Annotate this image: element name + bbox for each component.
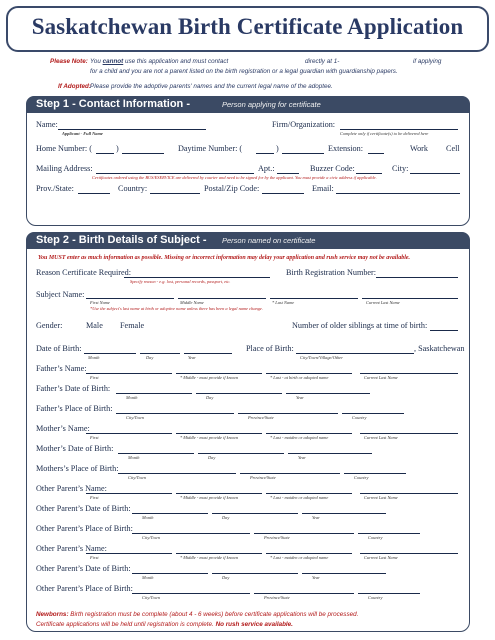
parent-row-caption: Current Last Name bbox=[364, 435, 398, 440]
parent-row-field[interactable] bbox=[116, 413, 234, 414]
parent-row-caption: * Last - maiden or adopted name bbox=[270, 555, 329, 560]
subject-note: *Use the subject's last name at birth or adoptive name unless there has been a legal name change. bbox=[90, 306, 263, 311]
parent-row-field[interactable] bbox=[118, 453, 194, 454]
parent-row-field[interactable] bbox=[86, 493, 172, 494]
parent-row-caption: * Last - at birth or adopted name bbox=[270, 375, 329, 380]
parent-row-caption: Day bbox=[222, 515, 230, 520]
regnum-label: Birth Registration Number: bbox=[286, 268, 377, 277]
postal-label: Postal/Zip Code: bbox=[204, 184, 260, 193]
dob-year-field[interactable] bbox=[184, 353, 232, 354]
parent-row-caption: Month bbox=[142, 515, 154, 520]
daytime-label: Daytime Number: ( bbox=[178, 144, 243, 153]
parent-row-label: Mother’s Date of Birth: bbox=[36, 444, 114, 453]
extension-field[interactable] bbox=[368, 153, 384, 154]
parent-row-label: Mothers’s Place of Birth: bbox=[36, 464, 119, 473]
firm-label: Firm/Organization: bbox=[272, 120, 336, 129]
parent-row-caption: * Middle - must provide if known bbox=[180, 435, 239, 440]
regnum-field[interactable] bbox=[376, 277, 458, 278]
postal-field[interactable] bbox=[262, 193, 304, 194]
parent-row-caption: Day bbox=[208, 455, 216, 460]
siblings-field[interactable] bbox=[430, 330, 458, 331]
footer-line-2 bbox=[36, 621, 293, 628]
must-note: You MUST enter as much information as possible. Missing or incorrect information may delay your application and rush service may not be available. bbox=[38, 255, 411, 261]
please-note-text bbox=[90, 58, 228, 65]
parent-row-field[interactable] bbox=[132, 573, 208, 574]
parent-row-caption: Province/State bbox=[264, 595, 290, 600]
subject-current-field[interactable] bbox=[362, 298, 458, 299]
apt-field[interactable] bbox=[277, 173, 299, 174]
home-paren: ) bbox=[116, 144, 119, 153]
note-cannot: cannot bbox=[102, 58, 124, 65]
city-field[interactable] bbox=[410, 173, 460, 174]
parent-row-field[interactable] bbox=[342, 413, 404, 414]
parent-row-caption: Day bbox=[206, 395, 214, 400]
step1-header bbox=[26, 96, 470, 113]
parent-row-field[interactable] bbox=[302, 513, 386, 514]
buzzer-field[interactable] bbox=[356, 173, 382, 174]
subject-last-field[interactable] bbox=[270, 298, 358, 299]
please-note-label: Please Note: bbox=[50, 58, 88, 65]
daytime-area-field[interactable] bbox=[256, 153, 274, 154]
pob-suffix: , Saskatchewan bbox=[414, 344, 465, 353]
subject-middle-caption: Middle Name bbox=[180, 300, 204, 305]
parent-row-caption: City/Town bbox=[128, 475, 146, 480]
subject-current-caption: Current Last Name bbox=[366, 300, 400, 305]
parent-row-field[interactable] bbox=[360, 553, 458, 554]
pob-caption: City/Town/Village/Other bbox=[300, 355, 343, 360]
subject-first-field[interactable] bbox=[86, 298, 174, 299]
parent-row-caption: Country bbox=[368, 595, 383, 600]
pob-field[interactable] bbox=[296, 353, 414, 354]
parent-row-field[interactable] bbox=[212, 513, 298, 514]
step2-title: Step 2 - Birth Details of Subject - bbox=[36, 234, 207, 246]
parent-row-caption: * Middle - must provide if known bbox=[180, 375, 239, 380]
dob-label: Date of Birth: bbox=[36, 344, 82, 353]
parent-row-caption: Country bbox=[352, 415, 367, 420]
parent-row-caption: Country bbox=[354, 475, 369, 480]
parent-row-caption: City/Town bbox=[142, 595, 160, 600]
parent-row-caption: Year bbox=[298, 455, 306, 460]
parent-row-field[interactable] bbox=[360, 493, 458, 494]
parent-row-caption: Year bbox=[312, 515, 320, 520]
parent-row-field[interactable] bbox=[86, 373, 172, 374]
parent-row-caption: City/Town bbox=[126, 415, 144, 420]
prov-label: Prov./State: bbox=[36, 184, 74, 193]
step1-subtitle: Person applying for certificate bbox=[222, 100, 321, 109]
parent-row-field[interactable] bbox=[360, 373, 458, 374]
parent-row-field[interactable] bbox=[286, 393, 370, 394]
step1-title: Step 1 - Contact Information - bbox=[36, 98, 190, 110]
parent-row-field[interactable] bbox=[176, 493, 262, 494]
firm-field[interactable] bbox=[340, 129, 458, 130]
if-adopted-label: If Adopted: bbox=[58, 83, 91, 90]
subject-last-caption: * Last Name bbox=[272, 300, 295, 305]
parent-row-field[interactable] bbox=[288, 453, 372, 454]
reason-caption: Specify reason - e.g. lost, personal records, passport, etc. bbox=[130, 279, 231, 284]
parent-row-field[interactable] bbox=[302, 573, 386, 574]
country-label: Country: bbox=[118, 184, 148, 193]
pob-label: Place of Birth: bbox=[246, 344, 294, 353]
reason-field[interactable] bbox=[124, 277, 270, 278]
parent-row-field[interactable] bbox=[212, 573, 298, 574]
parent-row-field[interactable] bbox=[132, 513, 208, 514]
bus-note: Certificates ordered using the BUS/ESERVICE are delivered by courier and need to be signed for by the applicant. You must provide a civic address if applicable. bbox=[92, 175, 377, 180]
parent-row-field[interactable] bbox=[266, 553, 352, 554]
parent-row-caption: Month bbox=[142, 575, 154, 580]
parent-row-field[interactable] bbox=[176, 433, 262, 434]
parent-row-caption: Month bbox=[128, 455, 140, 460]
parent-row-caption: Year bbox=[312, 575, 320, 580]
parent-row-caption: Month bbox=[126, 395, 138, 400]
parent-row-caption: First bbox=[90, 435, 99, 440]
parent-row-field[interactable] bbox=[176, 373, 262, 374]
parent-row-caption: * Last - maiden or adopted name bbox=[270, 495, 329, 500]
parent-row-caption: Current Last Name bbox=[364, 495, 398, 500]
footer-line-1 bbox=[36, 611, 358, 618]
note-phone-text: directly at 1- bbox=[305, 58, 340, 65]
female-option[interactable]: Female bbox=[120, 321, 145, 330]
parent-row-caption: Province/State bbox=[250, 475, 276, 480]
parent-row-caption: Current Last Name bbox=[364, 375, 398, 380]
parent-row-caption: City/Town bbox=[142, 535, 160, 540]
parent-row-label: Father’s Name: bbox=[36, 364, 87, 373]
step2-subtitle: Person named on certificate bbox=[222, 236, 316, 245]
parent-row-field[interactable] bbox=[266, 433, 352, 434]
parent-row-caption: Current Last Name bbox=[364, 555, 398, 560]
home-number-field[interactable] bbox=[122, 153, 164, 154]
newborns-label: Newborns: bbox=[36, 611, 69, 618]
parent-row-caption: Country bbox=[368, 535, 383, 540]
parent-row-field[interactable] bbox=[116, 393, 192, 394]
parent-row-label: Father’s Date of Birth: bbox=[36, 384, 111, 393]
parent-row-label: Other Parent’s Place of Birth: bbox=[36, 524, 133, 533]
parent-row-field[interactable] bbox=[132, 593, 250, 594]
parent-row-field[interactable] bbox=[238, 413, 338, 414]
apt-label: Apt.: bbox=[258, 164, 275, 173]
reason-label: Reason Certificate Required: bbox=[36, 268, 132, 277]
step2-header bbox=[26, 232, 470, 249]
siblings-label: Number of older siblings at time of birth: bbox=[292, 321, 428, 330]
page-title: Saskatchewan Birth Certificate Application bbox=[31, 14, 464, 39]
daytime-number-field[interactable] bbox=[282, 153, 324, 154]
gender-label: Gender: bbox=[36, 321, 63, 330]
home-number-label: Home Number: ( bbox=[36, 144, 92, 153]
subject-middle-field[interactable] bbox=[178, 298, 266, 299]
parent-row-caption: Province/State bbox=[248, 415, 274, 420]
parent-row-field[interactable] bbox=[176, 553, 262, 554]
home-area-field[interactable] bbox=[96, 153, 114, 154]
footer-text-1: Birth registration must be complete (about 4 - 6 weeks) before certificate applications will be processed. bbox=[70, 611, 359, 618]
parent-row-label: Other Parent’s Place of Birth: bbox=[36, 584, 133, 593]
buzzer-label: Buzzer Code: bbox=[310, 164, 355, 173]
parent-row-field[interactable] bbox=[266, 373, 352, 374]
note-applying-text: if applying bbox=[413, 58, 442, 65]
parent-row-field[interactable] bbox=[266, 493, 352, 494]
parent-row-field[interactable] bbox=[254, 533, 354, 534]
parent-row-field[interactable] bbox=[118, 473, 236, 474]
extension-label: Extension: bbox=[328, 144, 364, 153]
city-label: City: bbox=[392, 164, 409, 173]
parent-row-field[interactable] bbox=[86, 553, 172, 554]
name-field[interactable] bbox=[58, 129, 206, 130]
parent-row-caption: Year bbox=[296, 395, 304, 400]
dob-year-caption: Year bbox=[188, 355, 196, 360]
footer-no-rush: No rush service available. bbox=[215, 621, 293, 628]
parent-row-field[interactable] bbox=[86, 433, 172, 434]
parent-row-label: Other Parent’s Name: bbox=[36, 484, 107, 493]
if-adopted-text: Please provide the adoptive parents' names and the current legal name of the adoptee. bbox=[90, 83, 333, 90]
prov-field[interactable] bbox=[78, 193, 110, 194]
parent-row-caption: * Middle - must provide if known bbox=[180, 555, 239, 560]
email-label: Email: bbox=[312, 184, 334, 193]
parent-row-field[interactable] bbox=[198, 453, 284, 454]
parent-row-caption: * Last - maiden or adopted name bbox=[270, 435, 329, 440]
parent-row-label: Other Parent’s Name: bbox=[36, 544, 107, 553]
parent-row-label: Other Parent’s Date of Birth: bbox=[36, 564, 131, 573]
parent-row-field[interactable] bbox=[358, 593, 420, 594]
parent-row-label: Father’s Place of Birth: bbox=[36, 404, 113, 413]
note-line-2: for a child and you are not a parent listed on the birth registration or a legal guardian with guardianship papers. bbox=[90, 68, 398, 75]
step1-section bbox=[26, 96, 470, 226]
footer-text-2: Certificate applications will be held until registration is complete. bbox=[36, 621, 214, 628]
name-caption: Applicant - Full Name bbox=[62, 131, 103, 136]
note-part: use this application and must contact bbox=[125, 58, 229, 65]
parent-row-field[interactable] bbox=[358, 533, 420, 534]
cell-option[interactable]: Cell bbox=[446, 144, 460, 153]
subject-first-caption: First Name bbox=[90, 300, 110, 305]
email-field[interactable] bbox=[336, 193, 460, 194]
parent-row-caption: Province/State bbox=[264, 535, 290, 540]
parent-row-label: Mother’s Name: bbox=[36, 424, 90, 433]
parent-row-field[interactable] bbox=[196, 393, 282, 394]
parent-row-caption: First bbox=[90, 375, 99, 380]
parent-row-field[interactable] bbox=[240, 473, 340, 474]
dob-day-field[interactable] bbox=[140, 353, 180, 354]
dob-month-caption: Month bbox=[88, 355, 100, 360]
parent-row-field[interactable] bbox=[360, 433, 458, 434]
subject-name-label: Subject Name: bbox=[36, 290, 85, 299]
parent-row-field[interactable] bbox=[344, 473, 406, 474]
parent-row-caption: * Middle - must provide if known bbox=[180, 495, 239, 500]
work-option[interactable]: Work bbox=[410, 144, 428, 153]
parent-row-caption: First bbox=[90, 555, 99, 560]
parent-row-caption: Day bbox=[222, 575, 230, 580]
dob-day-caption: Day bbox=[146, 355, 154, 360]
dob-month-field[interactable] bbox=[84, 353, 136, 354]
country-field[interactable] bbox=[150, 193, 200, 194]
mailing-label: Mailing Address: bbox=[36, 164, 93, 173]
mailing-field[interactable] bbox=[96, 173, 254, 174]
daytime-paren: ) bbox=[276, 144, 279, 153]
firm-caption: Complete only if certificate(s) to be delivered here bbox=[340, 131, 429, 136]
parent-row-caption: First bbox=[90, 495, 99, 500]
parent-row-label: Other Parent’s Date of Birth: bbox=[36, 504, 131, 513]
parent-row-field[interactable] bbox=[254, 593, 354, 594]
male-option[interactable]: Male bbox=[86, 321, 103, 330]
name-label: Name: bbox=[36, 120, 58, 129]
parent-row-field[interactable] bbox=[132, 533, 250, 534]
note-part: You bbox=[90, 58, 101, 65]
